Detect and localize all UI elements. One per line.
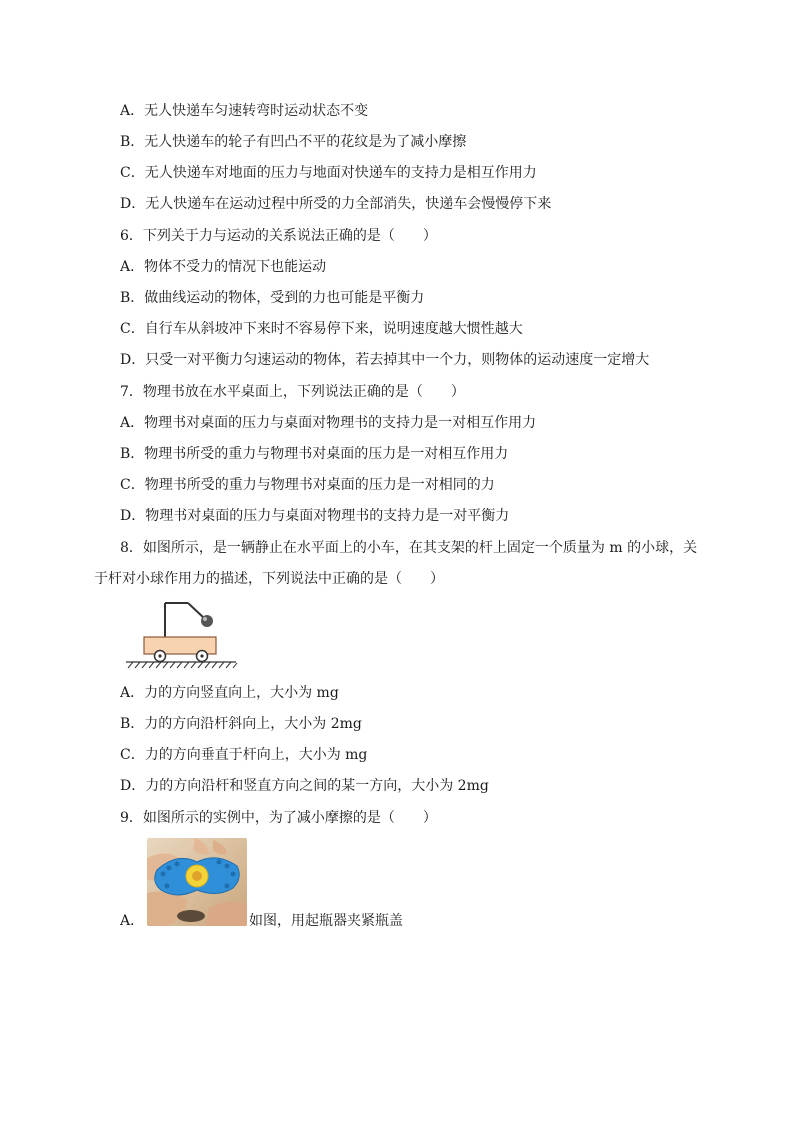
- q8-option-d: D．力的方向沿杆和竖直方向之间的某一方向，大小为 2mg: [120, 778, 489, 794]
- bottle-opener-photo: [147, 838, 247, 926]
- ground-hatching: [128, 662, 237, 668]
- cart-rod-slanted: [188, 603, 204, 618]
- q9-stem: 9．如图所示的实例中，为了减小摩擦的是（ ）: [120, 810, 437, 826]
- q5-option-d: D．无人快递车在运动过程中所受的力全部消失，快递车会慢慢停下来: [120, 196, 552, 212]
- q8-option-c: C．力的方向垂直于杆向上，大小为 mg: [120, 747, 368, 763]
- ball: [201, 615, 213, 627]
- ball-highlight: [203, 617, 207, 621]
- q5-option-a: A．无人快递车匀速转弯时运动状态不变: [120, 103, 369, 119]
- q6-option-d: D．只受一对平衡力匀速运动的物体，若去掉其中一个力，则物体的运动速度一定增大: [120, 352, 650, 368]
- q8-option-b: B．力的方向沿杆斜向上，大小为 2mg: [120, 716, 362, 732]
- q8-stem-line2: 于杆对小球作用力的描述，下列说法中正确的是（ ）: [94, 571, 444, 587]
- q8-option-a: A．力的方向竖直向上，大小为 mg: [120, 685, 339, 701]
- q6-option-c: C．自行车从斜坡冲下来时不容易停下来，说明速度越大惯性越大: [120, 321, 523, 337]
- q8-stem-line1: 8．如图所示，是一辆静止在水平面上的小车，在其支架的杆上固定一个质量为 m 的小球，关: [120, 540, 698, 556]
- q5-option-c: C．无人快递车对地面的压力与地面对快递车的支持力是相互作用力: [120, 165, 537, 181]
- q9-option-a-label: A．: [120, 913, 145, 929]
- q5-option-b: B．无人快递车的轮子有凹凸不平的花纹是为了减小摩擦: [120, 134, 467, 150]
- q6-option-a: A．物体不受力的情况下也能运动: [120, 259, 327, 275]
- q7-option-d: D．物理书对桌面的压力与桌面对物理书的支持力是一对平衡力: [120, 508, 510, 524]
- q6-stem: 6．下列关于力与运动的关系说法正确的是（ ）: [120, 228, 437, 244]
- q7-option-b: B．物理书所受的重力与物理书对桌面的压力是一对相互作用力: [120, 446, 509, 462]
- q7-option-c: C．物理书所受的重力与物理书对桌面的压力是一对相同的力: [120, 477, 495, 493]
- q7-option-a: A．物理书对桌面的压力与桌面对物理书的支持力是一对相互作用力: [120, 415, 537, 431]
- q6-option-b: B．做曲线运动的物体，受到的力也可能是平衡力: [120, 290, 425, 306]
- cart-figure: [124, 600, 238, 670]
- q7-stem: 7．物理书放在水平桌面上，下列说法正确的是（ ）: [120, 384, 465, 400]
- q9-option-a-text: 如图，用起瓶器夹紧瓶盖: [249, 913, 403, 929]
